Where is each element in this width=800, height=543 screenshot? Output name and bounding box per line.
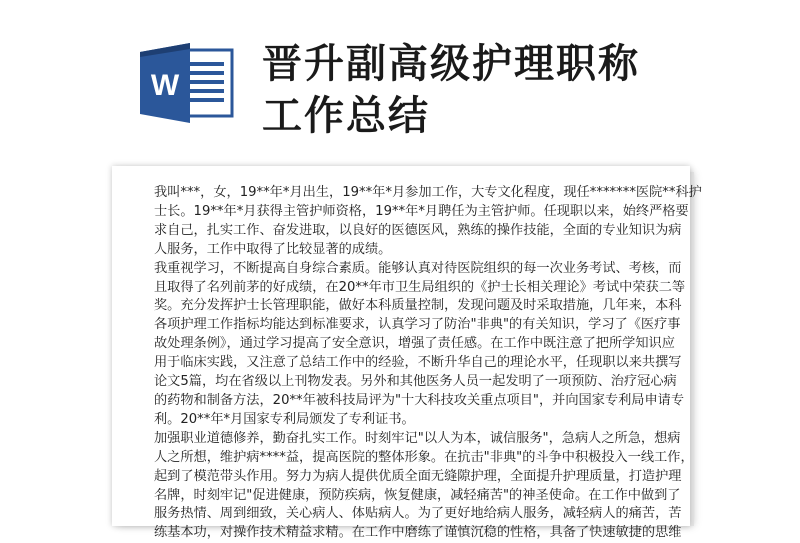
body-line: 人服务，工作中取得了比较显著的成绩。 xyxy=(154,241,392,257)
document-body xyxy=(154,184,702,543)
word-icon xyxy=(140,40,236,126)
body-line: 练基本功，对操作技术精益求精。在工作中磨练了谨慎沉稳的性格，具备了快速敏捷的思维 xyxy=(154,525,682,541)
body-line: 服务热情、周到细致，关心病人、体贴病人。为了更好地给病人服务，减轻病人的痛苦，苦 xyxy=(154,506,682,522)
header xyxy=(0,0,800,160)
body-line: 用于临床实践，又注意了总结工作中的经验，不断升华自己的理论水平，任现职以来共撰写 xyxy=(154,355,682,371)
title-line: 工作总结 xyxy=(262,93,430,139)
body-line: 求自己，扎实工作、奋发进取，以良好的医德医风，熟练的操作技能，全面的专业知识为病 xyxy=(154,222,682,238)
body-line: 人之所想，维护病****益，提高医院的整体形象。在抗击"非典"的斗争中积极投入一线工作， xyxy=(154,449,694,465)
body-line: 各项护理工作指标均能达到标准要求，认真学习了防治"非典"的有关知识，学习了《医疗事 xyxy=(154,317,681,333)
svg-text:W: W xyxy=(150,69,180,102)
document-page[interactable] xyxy=(112,166,702,541)
body-line: 我叫***，女，19**年*月出生，19**年*月参加工作，大专文化程度，现任*******医院**科护 xyxy=(154,185,702,200)
body-line: 名牌，时刻牢记"促进健康，预防疾病，恢复健康，减轻痛苦"的神圣使命。在工作中做到了 xyxy=(154,487,681,503)
body-line: 故处理条例》，通过学习提高了安全意识，增强了责任感。在工作中既注意了把所学知识应 xyxy=(154,336,675,352)
body-line: 我重视学习，不断提高自身综合素质。能够认真对待医院组织的每一次业务考试、考核，而 xyxy=(154,260,682,276)
body-line: 起到了模范带头作用。努力为病人提供优质全面无缝隙护理，全面提升护理质量，打造护理 xyxy=(154,468,682,484)
body-line: 的药物和制备方法，20**年被科技局评为"十大科技攻关重点项目"，并向国家专利局申请专 xyxy=(154,392,685,408)
body-line: 士长。19**年*月获得主管护师资格，19**年*月聘任为主管护师。任现职以来，始终严格要 xyxy=(154,203,689,219)
body-line: 论文5篇，均在省级以上刊物发表。另外和其他医务人员一起发明了一项预防、治疗冠心病 xyxy=(154,374,677,390)
document-preview xyxy=(112,166,702,541)
body-line: 奖。充分发挥护士长管理职能，做好本科质量控制，发现问题及时采取措施，几年来，本科 xyxy=(154,298,682,314)
body-line: 利。20**年*月国家专利局颁发了专利证书。 xyxy=(154,411,415,427)
page-title xyxy=(262,38,732,142)
body-line: 且取得了名列前茅的好成绩，在20**年市卫生局组织的《护士长相关理论》考试中荣获二等 xyxy=(154,279,686,295)
body-line: 加强职业道德修养，勤奋扎实工作。时刻牢记"以人为本，诚信服务"，急病人之所急，想病 xyxy=(154,430,681,446)
title-line: 晋升副高级护理职称 xyxy=(262,41,640,87)
